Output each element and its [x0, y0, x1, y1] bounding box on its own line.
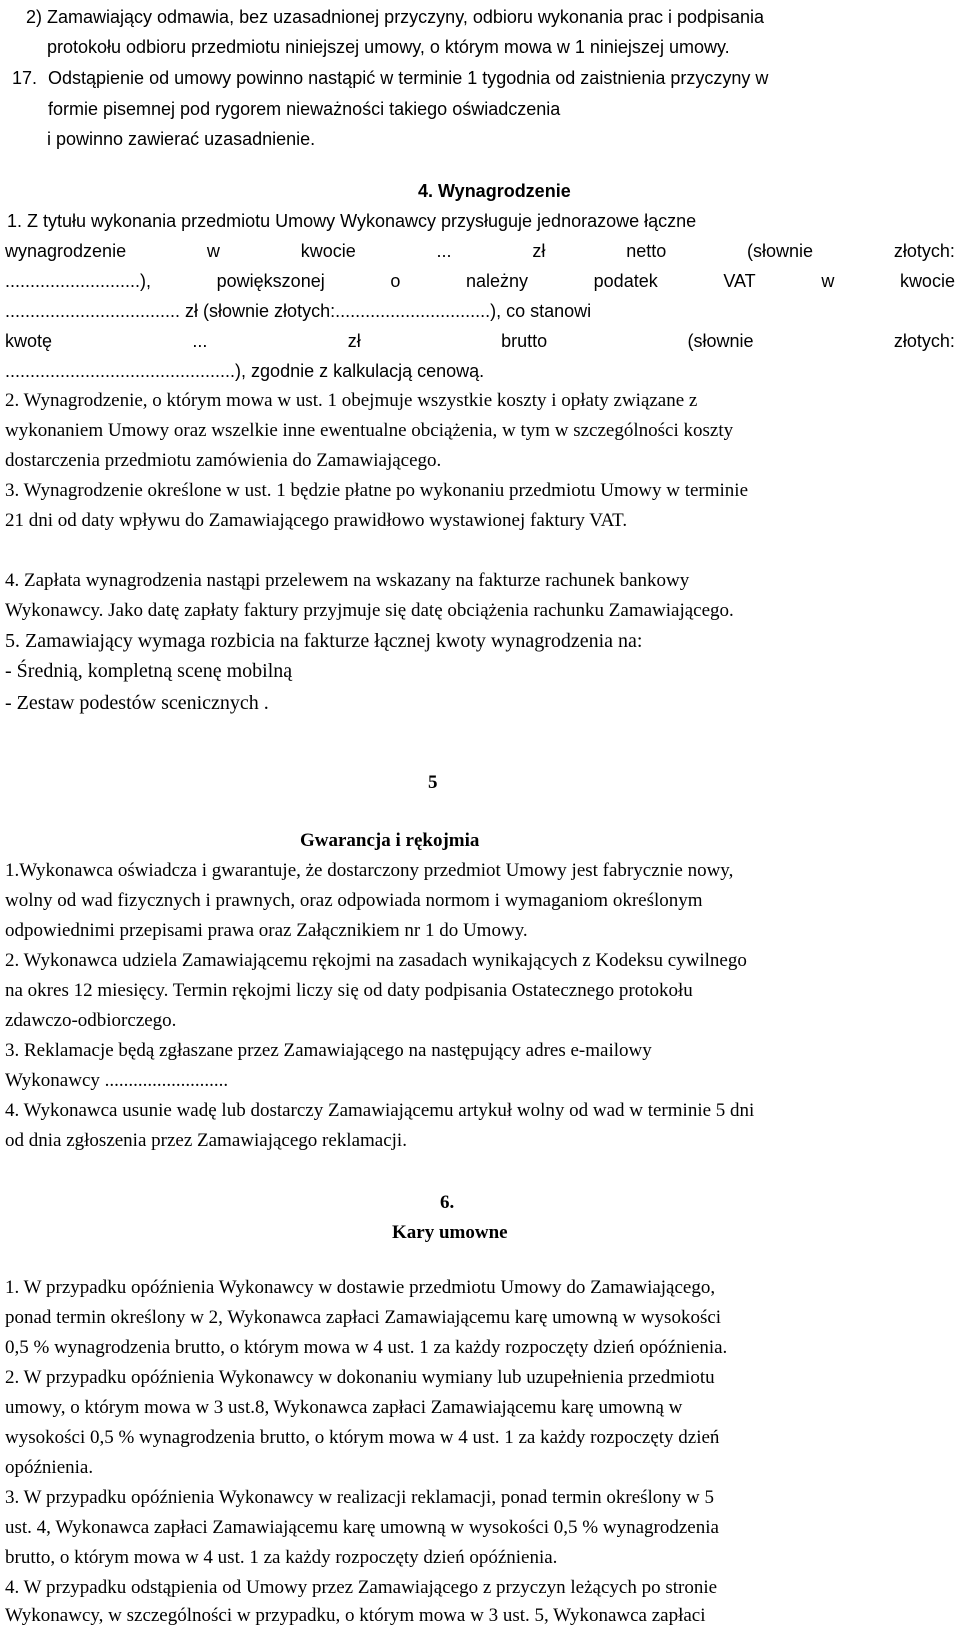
word: powiększonej: [216, 271, 325, 291]
paragraph-text: 4. Zapłata wynagrodzenia nastąpi przelewem na wskazany na fakturze rachunek bankowy: [5, 570, 690, 591]
word: w: [821, 271, 835, 291]
word: kwotę: [5, 331, 53, 351]
paragraph-text: 0,5 % wynagrodzenia brutto, o którym mowa w 4 ust. 1 za każdy rozpoczęty dzień opóźnienia.: [5, 1337, 728, 1358]
paragraph-text: wysokości 0,5 % wynagrodzenia brutto, o którym mowa w 4 ust. 1 za każdy rozpoczęty dzień: [5, 1427, 720, 1448]
paragraph-text: formie pisemnej pod rygorem nieważności takiego oświadczenia: [48, 99, 561, 119]
paragraph-text: zdawczo-odbiorczego.: [5, 1010, 177, 1031]
paragraph-text: 4. W przypadku odstąpienia od Umowy przez Zamawiającego z przyczyn leżących po stronie: [5, 1577, 718, 1598]
paragraph-text: 4. Wykonawca usunie wadę lub dostarczy Zamawiającemu artykuł wolny od wad w terminie 5 dni: [5, 1100, 755, 1121]
paragraph-text: Wykonawcy. Jako datę zapłaty faktury przyjmuje się datę obciążenia rachunku Zamawiającego.: [5, 600, 734, 621]
paragraph-text: protokołu odbioru przedmiotu niniejszej umowy, o którym mowa w 1 niniejszej umowy.: [47, 37, 730, 57]
paragraph-text: 21 dni od daty wpływu do Zamawiającego prawidłowo wystawionej faktury VAT.: [5, 510, 628, 531]
word: ...: [192, 331, 208, 351]
word: podatek: [593, 271, 658, 291]
paragraph-text: Wykonawcy, w szczególności w przypadku, o którym mowa w 3 ust. 5, Wykonawca zapłaci: [5, 1605, 706, 1626]
paragraph-text: wykonaniem Umowy oraz wszelkie inne ewentualne obciążenia, w tym w szczególności koszty: [5, 420, 734, 441]
paragraph-text: ust. 4, Wykonawca zapłaci Zamawiającemu karę umowną w wysokości 0,5 % wynagrodzenia: [5, 1517, 719, 1538]
paragraph-text: 3. Reklamacje będą zgłaszane przez Zamawiającego na następujący adres e-mailowy: [5, 1040, 652, 1061]
section-5-title: Gwarancja i rękojmia: [300, 830, 480, 851]
paragraph-text: 3. Wynagrodzenie określone w ust. 1 będzie płatne po wykonaniu przedmiotu Umowy w terminie: [5, 480, 749, 501]
word: złotych:: [893, 331, 955, 351]
paragraph-text: odpowiednimi przepisami prawa oraz Załącznikiem nr 1 do Umowy.: [5, 920, 528, 941]
paragraph-text: 1. W przypadku opóźnienia Wykonawcy w dostawie przedmiotu Umowy do Zamawiającego,: [5, 1277, 716, 1298]
word: kwocie: [899, 271, 955, 291]
word: należny: [465, 271, 529, 291]
word: złotych:: [893, 241, 955, 261]
paragraph-text: dostarczenia przedmiotu zamówienia do Zamawiającego.: [5, 450, 442, 471]
paragraph-text: ..............................................), zgodnie z kalkulacją cenową.: [5, 361, 485, 381]
text-line: [5, 268, 955, 294]
word: wynagrodzenie: [5, 241, 127, 261]
paragraph-text: 3. W przypadku opóźnienia Wykonawcy w realizacji reklamacji, ponad termin określony w 5: [5, 1487, 715, 1508]
text-line: [5, 328, 955, 354]
paragraph-text: 1.Wykonawca oświadcza i gwarantuje, że dostarczony przedmiot Umowy jest fabrycznie nowy,: [5, 860, 734, 881]
paragraph-text: ................................... zł (słownie złotych:...............................), co stanowi: [5, 301, 592, 321]
paragraph-text: umowy, o którym mowa w 3 ust.8, Wykonawca zapłaci Zamawiającemu karę umowną w: [5, 1397, 683, 1418]
list-number: 17.: [12, 68, 38, 88]
section-6-title: Kary umowne: [392, 1222, 508, 1243]
section-5-heading: 5: [428, 772, 438, 793]
paragraph-text: wolny od wad fizycznych i prawnych, oraz odpowiada normom i wymaganiom określonym: [5, 890, 703, 911]
paragraph-text: brutto, o którym mowa w 4 ust. 1 za każdy rozpoczęty dzień opóźnienia.: [5, 1547, 558, 1568]
paragraph-text: 5. Zamawiający wymaga rozbicia na fakturze łącznej kwoty wynagrodzenia na:: [5, 630, 643, 652]
word: ...: [436, 241, 452, 261]
paragraph-text: 2. W przypadku opóźnienia Wykonawcy w dokonaniu wymiany lub uzupełnienia przedmiotu: [5, 1367, 715, 1388]
paragraph-text: - Średnią, kompletną scenę mobilną: [5, 660, 293, 682]
section-6-heading: 6.: [440, 1192, 455, 1213]
paragraph-text: Odstąpienie od umowy powinno nastąpić w terminie 1 tygodnia od zaistnienia przyczyny w: [48, 68, 769, 88]
word: (słownie: [687, 331, 754, 351]
word: zł: [347, 331, 361, 351]
paragraph-text: ponad termin określony w 2, Wykonawca zapłaci Zamawiającemu karę umowną w wysokości: [5, 1307, 722, 1328]
word: zł: [532, 241, 546, 261]
paragraph-text: opóźnienia.: [5, 1457, 94, 1478]
paragraph-text: 1. Z tytułu wykonania przedmiotu Umowy Wykonawcy przysługuje jednorazowe łączne: [7, 211, 697, 231]
paragraph-text: 2) Zamawiający odmawia, bez uzasadnionej przyczyny, odbioru wykonania prac i podpisania: [26, 7, 765, 27]
word: w: [206, 241, 220, 261]
paragraph-text: 2. Wynagrodzenie, o którym mowa w ust. 1 obejmuje wszystkie koszty i opłaty związane z: [5, 390, 698, 411]
paragraph-text: na okres 12 miesięcy. Termin rękojmi liczy się od daty podpisania Ostatecznego protokołu: [5, 980, 693, 1001]
word: kwocie: [300, 241, 356, 261]
paragraph-text: 2. Wykonawca udziela Zamawiającemu rękojmi na zasadach wynikających z Kodeksu cywilnego: [5, 950, 747, 971]
word: VAT: [723, 271, 756, 291]
word: (słownie: [747, 241, 814, 261]
word: o: [390, 271, 401, 291]
word: netto: [626, 241, 667, 261]
word: ...........................),: [5, 271, 152, 291]
paragraph-text: od dnia zgłoszenia przez Zamawiającego reklamacji.: [5, 1130, 407, 1151]
paragraph-text: - Zestaw podestów scenicznych .: [5, 692, 269, 714]
text-line: [5, 238, 955, 264]
section-4-heading: 4. Wynagrodzenie: [418, 181, 571, 201]
paragraph-text: Wykonawcy ..........................: [5, 1070, 229, 1091]
paragraph-text: i powinno zawierać uzasadnienie.: [47, 129, 316, 149]
word: brutto: [501, 331, 548, 351]
